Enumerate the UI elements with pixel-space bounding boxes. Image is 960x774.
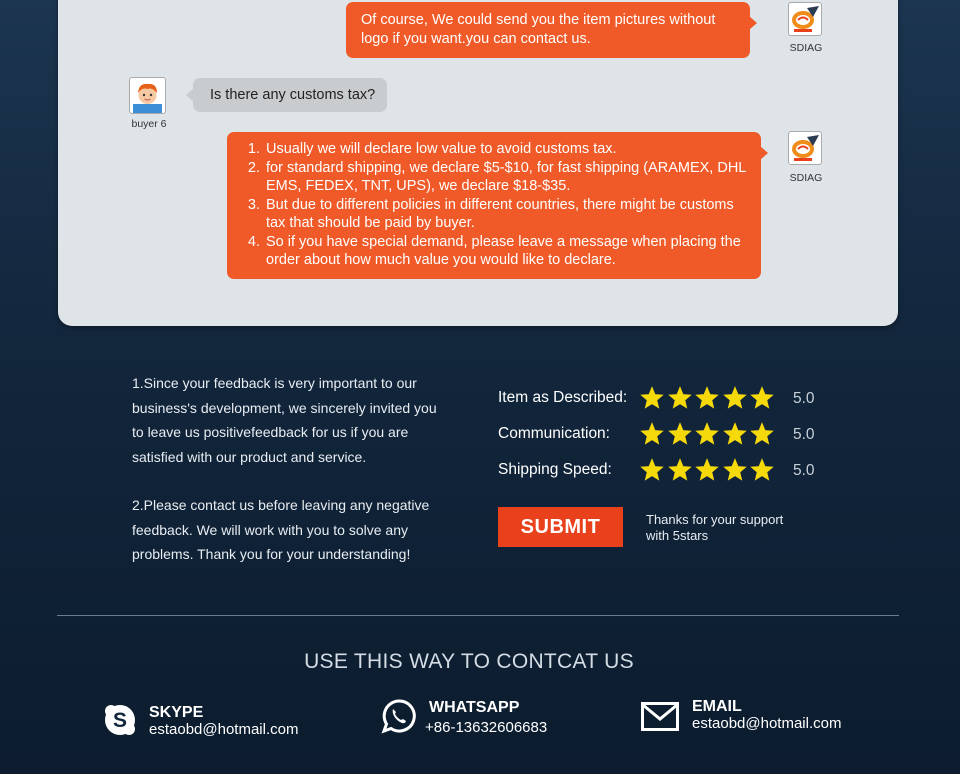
chat-panel [58,0,898,326]
star-icon[interactable] [723,422,751,448]
star-icon[interactable] [668,386,696,412]
star-icon[interactable] [750,386,778,412]
buyer-name: buyer 6 [131,118,167,130]
star-icon[interactable] [640,458,668,484]
feedback-paragraph: 1.Since your feedback is very important to our business's development, we sincerely invited you to leave us positivefeedback for us if you are satisfied with our product and service. [132,375,437,465]
star-icon[interactable] [668,458,696,484]
svg-text:S: S [112,709,128,732]
skype-id[interactable]: estaobd@hotmail.com [149,721,299,738]
submit-button[interactable]: SUBMIT [498,507,623,547]
whatsapp-number[interactable]: +86-13632606683 [425,719,548,736]
feedback-paragraph: 2.Please contact us before leaving any negative feedback. We will work with you to solve any problems. Thank you for your understanding! [132,497,430,562]
tip-item: 2. for standard shipping, we declare $5-$10, for fast shipping (ARAMEX, DHL EMS, FEDEX, TNT, UPS), we declare $18-$35. [264,159,747,196]
buyer-avatar-icon [130,78,165,113]
email-address[interactable]: estaobd@hotmail.com [692,715,842,732]
seller-message-bubble [346,2,750,58]
rating-label: Shipping Speed: [498,461,612,478]
sdiag-logo-icon [789,3,821,35]
seller-name: SDIAG [789,42,823,54]
seller-tips-bubble [227,132,761,279]
skype-icon[interactable] [103,703,137,742]
rating-score: 5.0 [793,426,815,443]
mail-icon[interactable] [641,702,679,736]
star-icon[interactable] [750,458,778,484]
tip-item: 1. Usually we will declare low value to avoid customs tax. [264,140,747,159]
star-rating[interactable] [640,422,778,451]
seller-avatar [788,2,822,36]
seller-avatar [788,131,822,165]
whatsapp-label: WHATSAPP [429,699,520,716]
thanks-message [646,512,783,544]
rating-score: 5.0 [793,462,815,479]
feedback-notice [132,371,442,567]
star-icon[interactable] [640,386,668,412]
rating-score: 5.0 [793,390,815,407]
buyer-message-text: Is there any customs tax? [210,87,376,103]
whatsapp-icon[interactable] [381,698,417,739]
star-icon[interactable] [668,422,696,448]
star-icon[interactable] [723,458,751,484]
tip-item: 4. So if you have special demand, please leave a message when placing the order about how much value you would like to declare. [264,233,747,270]
customs-tips-list [227,140,747,270]
rating-label: Item as Described: [498,389,628,406]
buyer-message-bubble [193,78,387,112]
buyer-avatar [129,77,166,114]
email-label: EMAIL [692,698,742,715]
star-icon[interactable] [640,422,668,448]
section-divider [57,615,899,616]
star-rating[interactable] [640,386,778,415]
seller-name: SDIAG [789,172,823,184]
thanks-line: Thanks for your support [646,512,784,527]
star-icon[interactable] [695,386,723,412]
star-icon[interactable] [695,422,723,448]
skype-label: SKYPE [149,704,204,721]
tip-item: 3. But due to different policies in different countries, there might be customs tax that should be paid by buyer. [264,196,747,233]
seller-message-text: Of course, We could send you the item pictures without logo if you want.you can contact us. [361,12,716,47]
rating-label: Communication: [498,425,610,442]
thanks-line: with 5stars [646,528,709,543]
sdiag-logo-icon [789,132,821,164]
star-icon[interactable] [723,386,751,412]
rating-row-communication [498,422,828,448]
star-icon[interactable] [750,422,778,448]
star-icon[interactable] [695,458,723,484]
rating-row-shipping-speed [498,458,828,484]
rating-row-item-described [498,386,828,412]
star-rating[interactable] [640,458,778,487]
contact-section-title: USE THIS WAY TO CONTCAT US [304,650,634,673]
